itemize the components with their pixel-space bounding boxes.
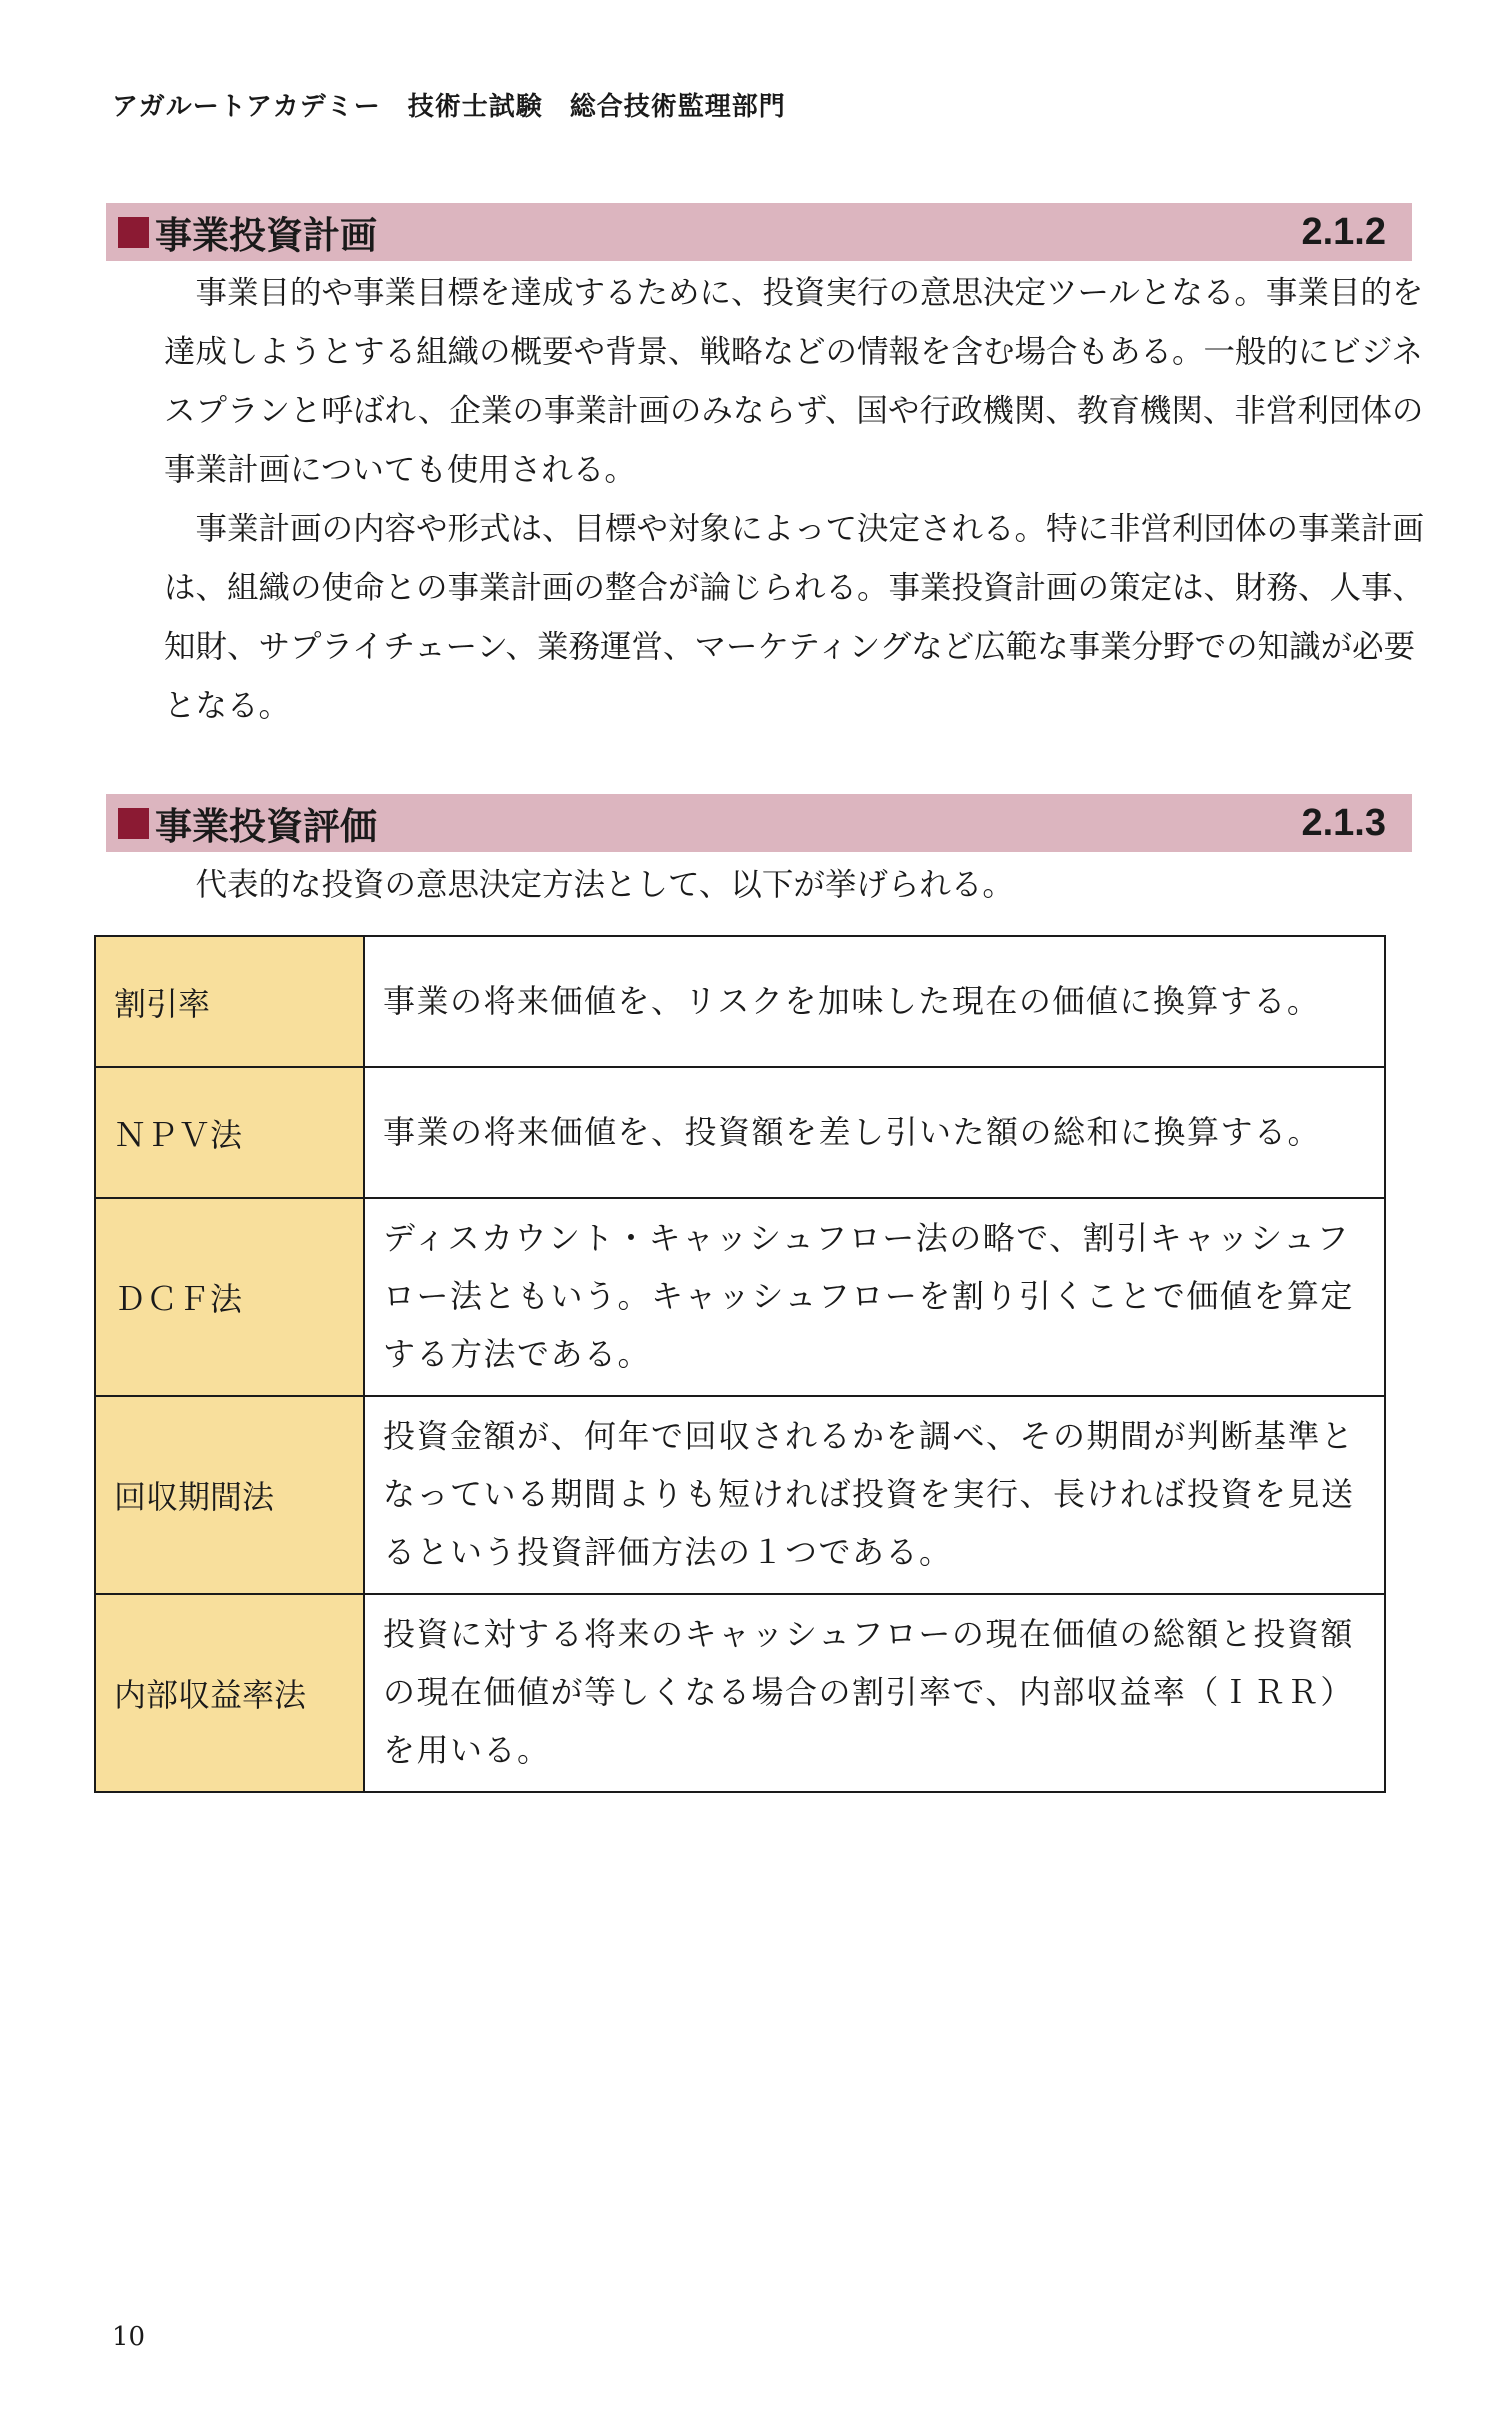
- section-number: 2.1.3: [1301, 801, 1386, 844]
- table-row: [95, 1067, 1385, 1198]
- table-row: [95, 1594, 1385, 1792]
- term-cell: 回収期間法: [95, 1396, 364, 1594]
- square-bullet-icon: [118, 808, 149, 839]
- table-row: [95, 1198, 1385, 1396]
- term-cell: 割引率: [95, 936, 364, 1067]
- investment-methods-table: [94, 935, 1386, 1793]
- section-number: 2.1.2: [1301, 210, 1386, 253]
- section-title-text: 事業投資評価: [155, 805, 377, 848]
- description-cell: ディスカウント・キャッシュフロー法の略で、割引キャッシュフロー法ともいう。キャッシュフローを割り引くことで価値を算定する方法である。: [364, 1198, 1385, 1396]
- section-title-text: 事業投資計画: [155, 214, 377, 257]
- page-number: 10: [112, 2322, 146, 2352]
- paragraph: 事業計画の内容や形式は、目標や対象によって決定される。特に非営利団体の事業計画は、組織の使命との事業計画の整合が論じられる。事業投資計画の策定は、財務、人事、知財、サプライチェーン、業務運営、マーケティングなど広範な事業分野での知識が必要となる。: [164, 511, 1425, 724]
- paragraph: 代表的な投資の意思決定方法として、以下が挙げられる。: [195, 867, 1014, 903]
- term-cell: ＤＣＦ法: [95, 1198, 364, 1396]
- table-row: [95, 936, 1385, 1067]
- paragraph: 事業目的や事業目標を達成するために、投資実行の意思決定ツールとなる。事業目的を達成しようとする組織の概要や背景、戦略などの情報を含む場合もある。一般的にビジネスプランと呼ばれ、企業の事業計画のみならず、国や行政機関、教育機関、非営利団体の事業計画についても使用される。: [164, 275, 1424, 488]
- section-body: [164, 264, 1424, 736]
- section-title: [118, 205, 377, 259]
- section-heading-business-investment-plan: [106, 203, 1412, 261]
- description-cell: 事業の将来価値を、投資額を差し引いた額の総和に換算する。: [364, 1067, 1385, 1198]
- page-header: アガルートアカデミー 技術士試験 総合技術監理部門: [112, 92, 786, 122]
- square-bullet-icon: [118, 217, 149, 248]
- term-cell: 内部収益率法: [95, 1594, 364, 1792]
- table-row: [95, 1396, 1385, 1594]
- description-cell: 投資金額が、何年で回収されるかを調べ、その期間が判断基準となっている期間よりも短ければ投資を実行、長ければ投資を見送るという投資評価方法の１つである。: [364, 1396, 1385, 1594]
- description-cell: 事業の将来価値を、リスクを加味した現在の価値に換算する。: [364, 936, 1385, 1067]
- description-cell: 投資に対する将来のキャッシュフローの現在価値の総額と投資額の現在価値が等しくなる場合の割引率で、内部収益率（ＩＲＲ）を用いる。: [364, 1594, 1385, 1792]
- section-title: [118, 796, 377, 850]
- section-body: [164, 856, 1424, 915]
- term-cell: ＮＰＶ法: [95, 1067, 364, 1198]
- section-heading-business-investment-evaluation: [106, 794, 1412, 852]
